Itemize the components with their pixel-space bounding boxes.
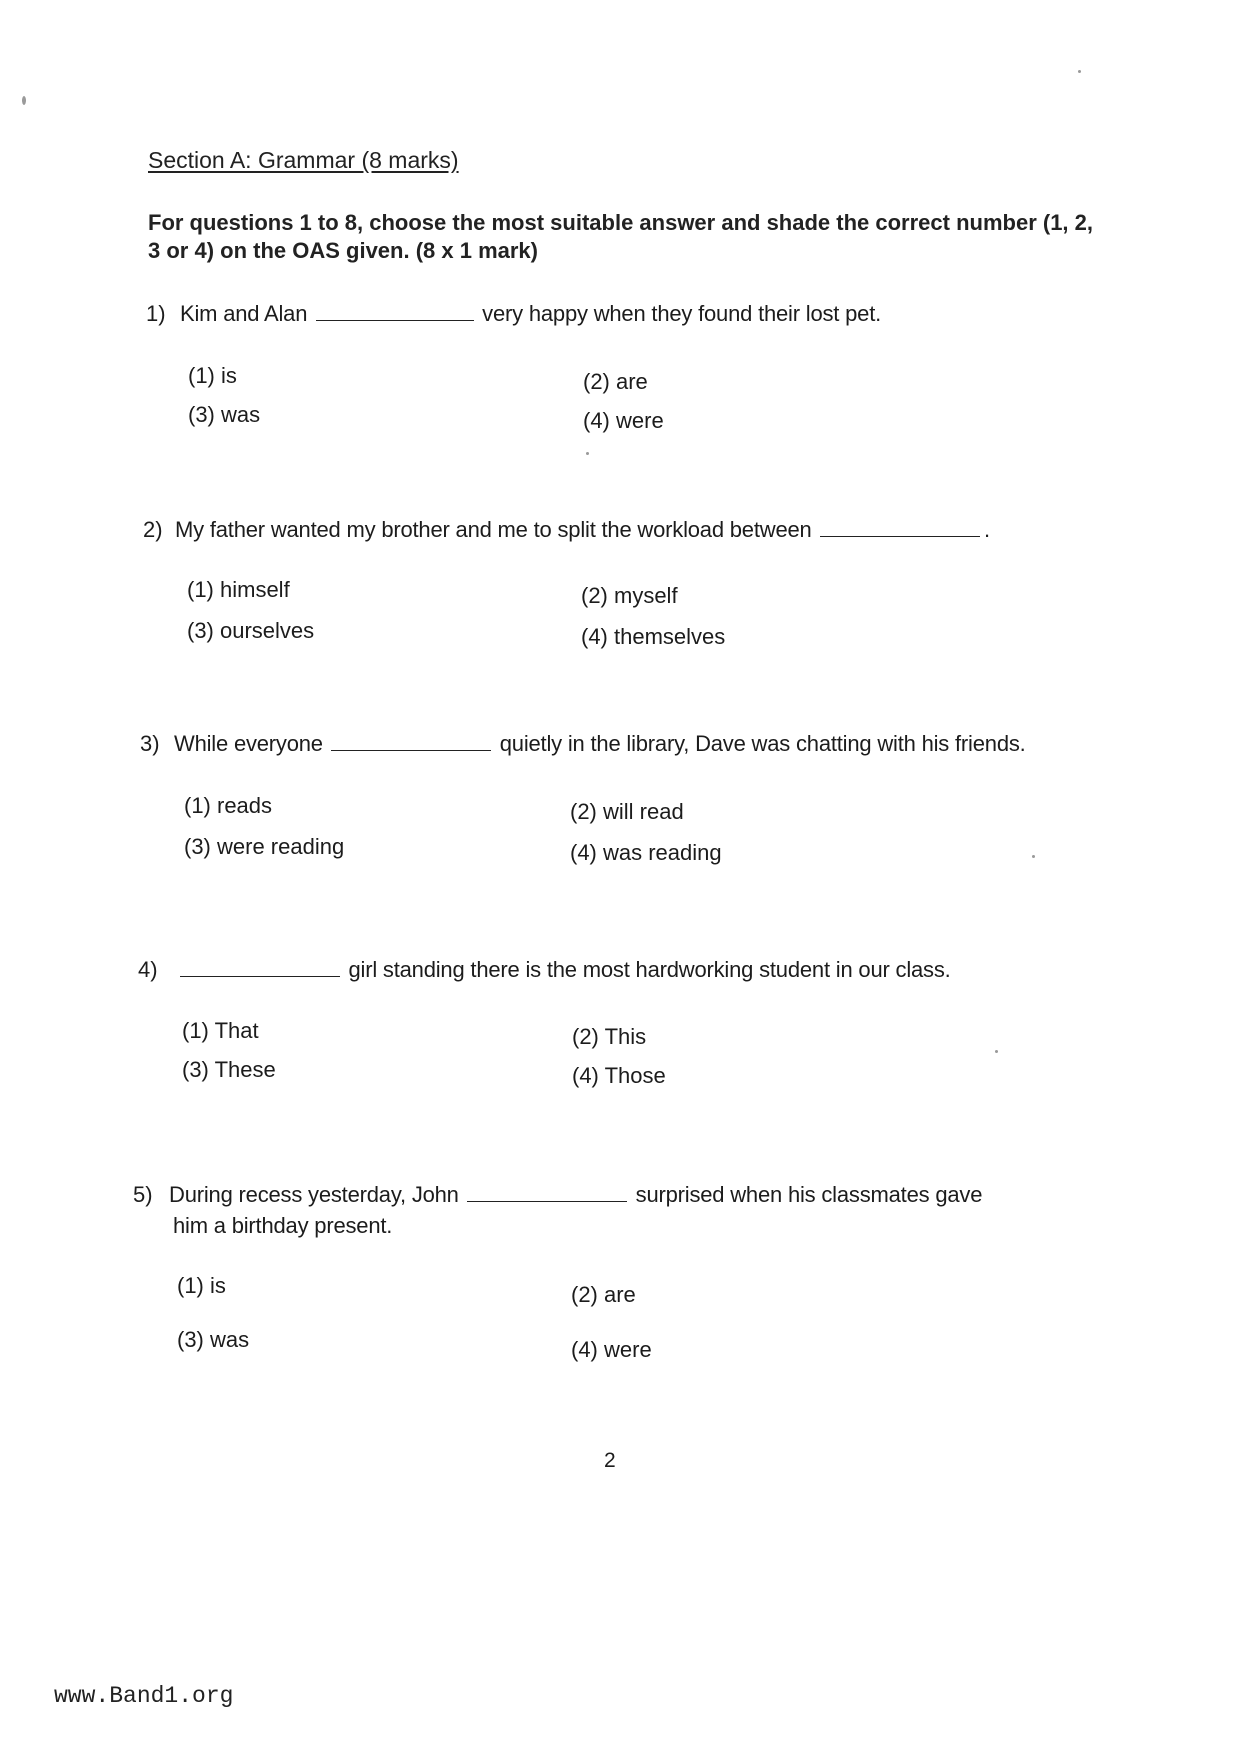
option-1: (1) is bbox=[177, 1273, 226, 1298]
page-number: 2 bbox=[604, 1449, 616, 1472]
section-instructions: For questions 1 to 8, choose the most suitable answer and shade the correct number (1, 2, 3 or 4) on the OAS given. (8 x 1 mark) bbox=[148, 210, 1094, 263]
question-text-after: very happy when they found their lost pet. bbox=[482, 301, 882, 326]
option-3: (3) was bbox=[188, 402, 261, 427]
question-text-continued: him a birthday present. bbox=[173, 1213, 393, 1238]
scan-speck bbox=[22, 96, 26, 105]
question-number: 3) bbox=[140, 731, 160, 756]
question-text-after: surprised when his classmates gave bbox=[635, 1182, 983, 1207]
section-title: Section A: Grammar (8 marks) bbox=[148, 147, 459, 173]
option-3: (3) These bbox=[182, 1057, 276, 1082]
answer-blank bbox=[316, 319, 474, 321]
scan-speck bbox=[1032, 855, 1035, 858]
option-2: (2) are bbox=[571, 1282, 636, 1307]
question-text-before: During recess yesterday, John bbox=[169, 1182, 459, 1207]
scan-speck bbox=[586, 452, 589, 455]
option-1: (1) himself bbox=[187, 577, 290, 602]
question-text-after: . bbox=[984, 517, 990, 542]
question-number: 4) bbox=[138, 957, 158, 982]
question-4 bbox=[138, 957, 951, 983]
answer-blank bbox=[331, 749, 491, 751]
watermark: www.Band1.org bbox=[54, 1683, 234, 1709]
question-5 bbox=[133, 1182, 982, 1208]
question-3 bbox=[140, 731, 1026, 757]
option-3: (3) were reading bbox=[184, 834, 345, 859]
question-2 bbox=[143, 517, 990, 543]
option-4: (4) Those bbox=[572, 1063, 666, 1088]
answer-blank bbox=[820, 535, 980, 537]
question-text-before: Kim and Alan bbox=[180, 301, 308, 326]
answer-blank bbox=[180, 975, 340, 977]
option-1: (1) reads bbox=[184, 793, 273, 818]
option-2: (2) will read bbox=[570, 799, 684, 824]
question-text-before: While everyone bbox=[174, 731, 323, 756]
question-number: 1) bbox=[146, 301, 166, 326]
option-3: (3) was bbox=[177, 1327, 250, 1352]
option-4: (4) was reading bbox=[570, 840, 722, 865]
question-1 bbox=[146, 301, 881, 327]
answer-blank bbox=[467, 1200, 627, 1202]
question-text-after: quietly in the library, Dave was chatting with his friends. bbox=[499, 731, 1026, 756]
scan-speck bbox=[1078, 70, 1081, 73]
option-3: (3) ourselves bbox=[187, 618, 315, 643]
option-4: (4) were bbox=[583, 408, 664, 433]
option-1: (1) is bbox=[188, 363, 237, 388]
option-2: (2) This bbox=[572, 1024, 647, 1049]
option-2: (2) myself bbox=[581, 583, 678, 608]
option-4: (4) were bbox=[571, 1337, 652, 1362]
option-2: (2) are bbox=[583, 369, 648, 394]
option-4: (4) themselves bbox=[581, 624, 726, 649]
question-number: 5) bbox=[133, 1182, 153, 1207]
scan-speck bbox=[995, 1050, 998, 1053]
question-number: 2) bbox=[143, 517, 163, 542]
question-text-after: girl standing there is the most hardworking student in our class. bbox=[348, 957, 951, 982]
option-1: (1) That bbox=[182, 1018, 259, 1043]
question-text-before: My father wanted my brother and me to split the workload between bbox=[175, 517, 812, 542]
